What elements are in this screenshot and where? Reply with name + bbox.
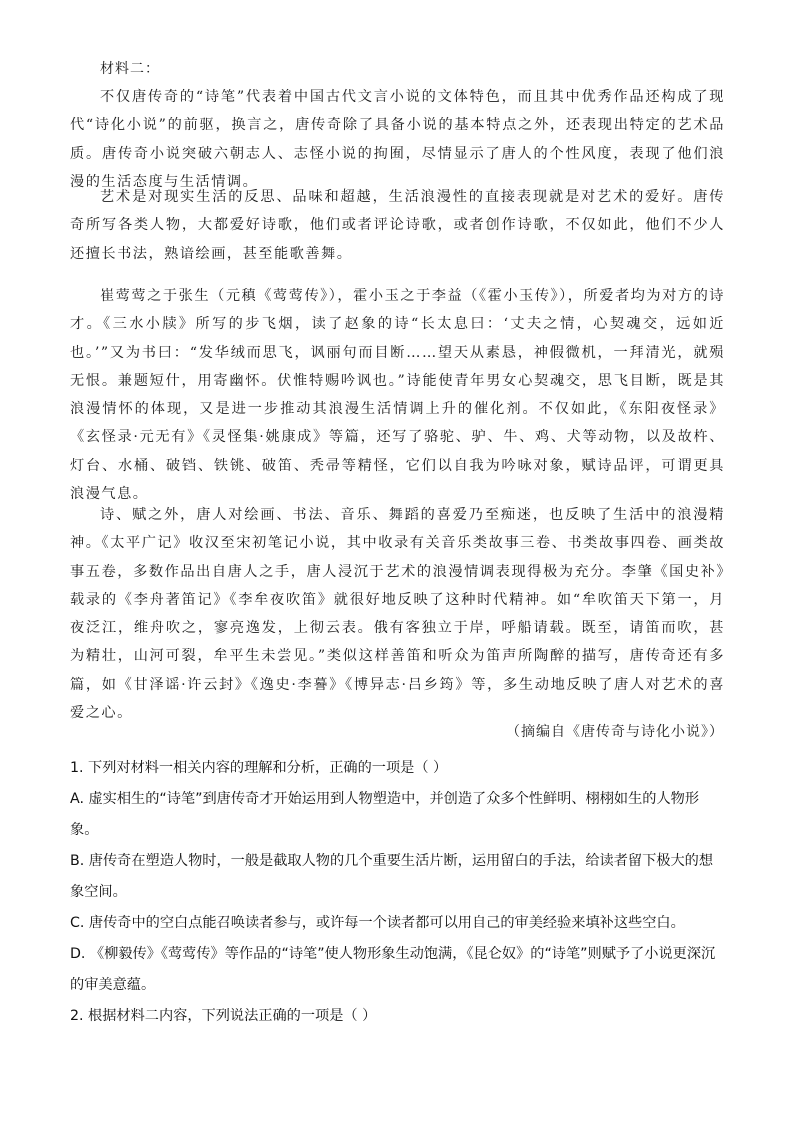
material-paragraph-3: 崔莺莺之于张生（元稹《莺莺传》），霍小玉之于李益（《霍小玉传》），所爱者均为对方的诗才。《三水小牍》所写的步飞烟，读了赵象的诗“长太息曰：‘丈夫之情，心契魂交，远如近也。’”又为书曰：“发华绒而思飞，讽丽句而目断……望天从素恳，神假微机，一拜清光，就殒无恨。兼题短什，用寄幽怀。伏惟特赐吟讽也。”诗能使青年男女心契魂交，思飞目断，既是其浪漫情怀的体现，又是进一步推动其浪漫生活情调上升的催化剂。不仅如此，《东阳夜怪录》《玄怪录·元无有》《灵怪集·姚康成》等篇，还写了骆驼、驴、牛、鸡、犬等动物，以及故杵、灯台、水桶、破铛、铁铫、破笛、秃帚等精怪，它们以自我为吟咏对象，赋诗品评，可谓更具浪漫气息。 — [70, 288, 725, 503]
question-1-option-b: B. 唐传奇在塑造人物时，一般是截取人物的几个重要生活片断，运用留白的手法，给读者留下极大的想象空间。 — [70, 853, 714, 900]
source-citation: （摘编自《唐传奇与诗化小说》） — [506, 724, 724, 740]
material-paragraph-4: 诗、赋之外，唐人对绘画、书法、音乐、舞蹈的喜爱乃至痴迷，也反映了生活中的浪漫精神。《太平广记》收汉至宋初笔记小说，其中收录有关音乐类故事三卷、书类故事四卷、画类故事五卷，多数作品出自唐人之手，唐人浸沉于艺术的浪漫情调表现得极为充分。李肇《国史补》载录的《李舟著笛记》《李牟夜吹笛》就很好地反映了这种时代精神。如“牟吹笛天下第一，月夜泛江，维舟吹之，寥亮逸发，上彻云表。俄有客独立于岸，呼船请载。既至，请笛而吹，甚为精壮，山河可裂，牟平生未尝见。”类似这样善笛和听众为笛声所陶醉的描写，唐传奇还有多篇，如《甘泽谣·许云封》《逸史·李謩》《博异志·吕乡筠》等，多生动地反映了唐人对艺术的喜爱之心。 — [70, 507, 725, 722]
question-2-stem: 2. 根据材料二内容，下列说法正确的一项是（ ） — [70, 1008, 377, 1024]
question-1-stem: 1. 下列对材料一相关内容的理解和分析，正确的一项是（ ） — [70, 760, 448, 776]
material-paragraph-2: 艺术是对现实生活的反思、品味和超越，生活浪漫性的直接表现就是对艺术的爱好。唐传奇所写各类人物，大都爱好诗歌，他们或者评论诗歌，或者创作诗歌，不仅如此，他们不少人还擅长书法，熟谙绘画，甚至能歌善舞。 — [70, 189, 725, 262]
material-label: 材料二： — [100, 61, 160, 77]
question-1-option-a: A. 虚实相生的“诗笔”到唐传奇才开始运用到人物塑造中，并创造了众多个性鲜明、栩栩如生的人物形象。 — [70, 791, 700, 838]
material-paragraph-1: 不仅唐传奇的“诗笔”代表着中国古代文言小说的文体特色，而且其中优秀作品还构成了现代“诗化小说”的前驱，换言之，唐传奇除了具备小说的基本特点之外，还表现出特定的艺术品质。唐传奇小说突破六朝志人、志怪小说的拘囿，尽情显示了唐人的个性风度，表现了他们浪漫的生活态度与生活情调。 — [70, 89, 725, 190]
question-1-option-d: D. 《柳毅传》《莺莺传》等作品的“诗笔”使人物形象生动饱满，《昆仑奴》的“诗笔”则赋予了小说更深沉的审美意蕴。 — [70, 946, 716, 993]
question-1-option-c: C. 唐传奇中的空白点能召唤读者参与，或许每一个读者都可以用自己的审美经验来填补这些空白。 — [70, 915, 685, 931]
